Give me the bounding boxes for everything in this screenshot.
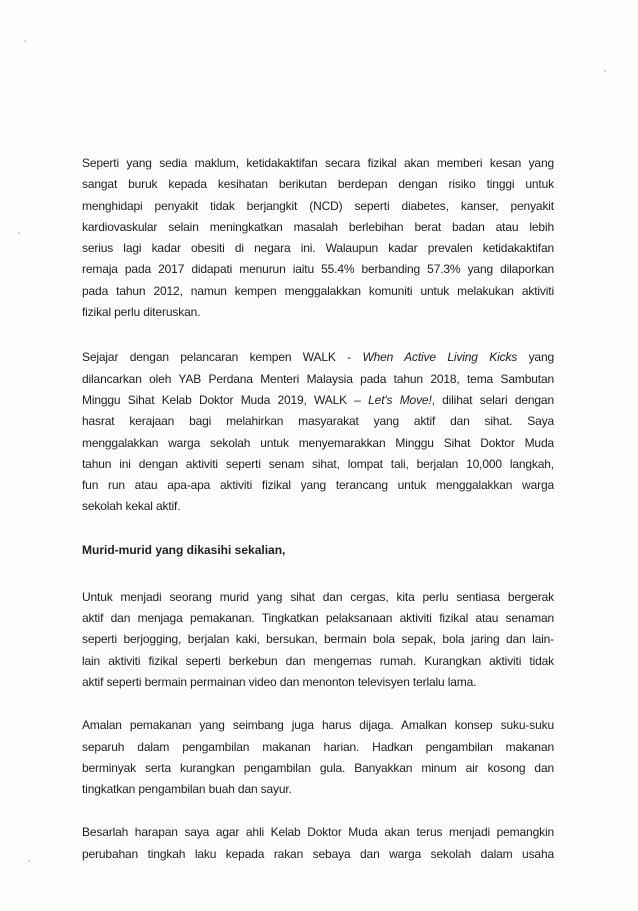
text-line: sangat buruk kepada kesihatan berikutan berdepan dengan risiko tinggi untuk — [82, 177, 554, 192]
text-line: separuh dalam pengambilan makanan harian. Hadkan pengambilan makanan — [82, 739, 554, 754]
text-line: menggalakkan warga sekolah untuk menyemarakkan Minggu Sihat Doktor Muda — [82, 435, 554, 450]
paragraph-nutrition — [82, 715, 554, 800]
text-line: Untuk menjadi seorang murid yang sihat dan cergas, kita perlu sentiasa bergerak — [82, 589, 554, 604]
text-line: tahun ini dengan aktiviti seperti senam sihat, lompat tali, berjalan 10,000 langkah, — [82, 456, 554, 471]
text-line: sekolah kekal aktif. — [82, 499, 181, 514]
text-line: perubahan tingkah laku kepada rakan sebaya dan warga sekolah dalam usaha — [82, 846, 554, 861]
text-line: Seperti yang sedia maklum, ketidakaktifan secara fizikal akan memberi kesan yang — [82, 156, 554, 170]
campaign-name-italic: When Active Living Kicks — [362, 350, 518, 365]
text-segment: , dilihat selari dengan — [431, 392, 554, 407]
text-line: fizikal perlu diteruskan. — [82, 305, 201, 320]
scan-speck — [24, 40, 26, 42]
text-line: lain aktiviti fizikal seperti berkebun dan mengemas rumah. Kurangkan aktiviti tidak — [82, 653, 554, 668]
text-line: dilancarkan oleh YAB Perdana Menteri Malaysia pada tahun 2018, tema Sambutan — [82, 371, 554, 386]
section-heading: Murid-murid yang dikasihi sekalian, — [82, 542, 286, 557]
paragraph-walk-campaign — [82, 347, 554, 517]
text-line: serius lagi kadar obesiti di negara ini. Walaupun kadar prevalen ketidakaktifan — [82, 241, 554, 256]
text-line: hasrat kerajaan bagi melahirkan masyarakat yang aktif dan sihat. Saya — [82, 414, 554, 429]
text-line: tingkatkan pengambilan buah dan sayur. — [82, 782, 292, 797]
scan-speck — [604, 70, 606, 72]
text-line: fun run atau apa-apa aktiviti fizikal yang terancang untuk menggalakkan warga — [82, 478, 554, 493]
text-line: aktif seperti bermain permainan video dan menonton televisyen terlalu lama. — [82, 674, 477, 689]
text-line: Besarlah harapan saya agar ahli Kelab Doktor Muda akan terus menjadi pemangkin — [82, 825, 554, 840]
text-line: aktif dan menjaga pemakanan. Tingkatkan pelaksanaan aktiviti fizikal atau senaman — [82, 611, 554, 626]
text-line: seperti berjogging, berjalan kaki, bersukan, bermain bola sepak, bola jaring dan lain- — [82, 632, 554, 647]
text-line: pada tahun 2012, namun kempen menggalakkan komuniti untuk melakukan aktiviti — [82, 283, 554, 298]
scan-speck — [28, 860, 30, 862]
text-segment: yang — [517, 350, 554, 365]
paragraph-inactivity — [82, 153, 554, 323]
scan-speck — [18, 232, 20, 234]
text-line: kardiovaskular selain meningkatkan masalah berlebihan berat badan atau lebih — [82, 219, 554, 234]
text-line: Amalan pemakanan yang seimbang juga harus dijaga. Amalkan konsep suku-suku — [82, 718, 554, 733]
paragraph-active-lifestyle — [82, 587, 554, 693]
text-line — [82, 347, 554, 368]
text-line: berminyak serta kurangkan pengambilan gula. Banyakkan minum air kosong dan — [82, 760, 554, 775]
text-line: remaja pada 2017 didapati menurun iaitu 55.4% berbanding 57.3% yang dilaporkan — [82, 262, 554, 277]
text-segment: Minggu Sihat Kelab Doktor Muda 2019, WALK – — [82, 392, 369, 407]
theme-italic: Let's Move! — [368, 392, 432, 407]
letter-body — [82, 153, 554, 865]
paragraph-closing-hope — [82, 822, 554, 865]
text-line: menghidapi penyakit tidak berjangkit (NCD) seperti diabetes, kanser, penyakit — [82, 198, 554, 213]
text-line — [82, 390, 554, 411]
text-segment: Sejajar dengan pelancaran kempen WALK - — [82, 350, 363, 365]
